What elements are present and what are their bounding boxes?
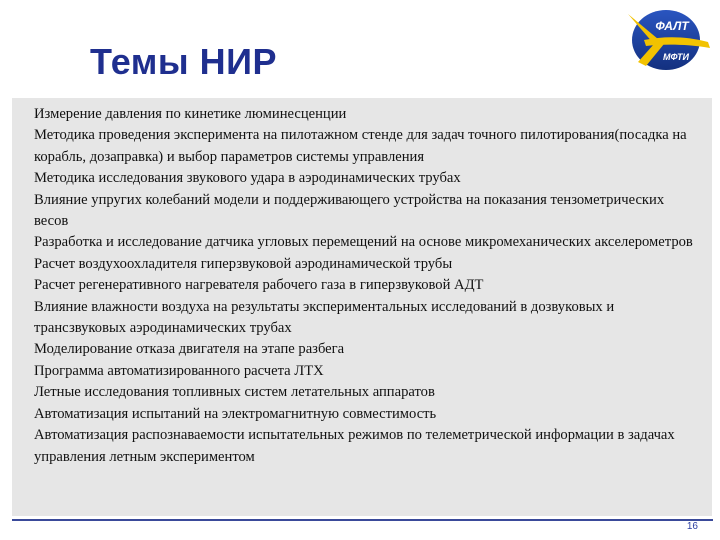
topic-item: Разработка и исследование датчика угловых перемещений на основе микромеханических акселерометров <box>34 234 693 251</box>
falt-mipt-logo <box>624 6 714 74</box>
falt-mipt-logo-graphic <box>624 6 714 74</box>
topic-item: Моделирование отказа двигателя на этапе разбега <box>34 341 345 358</box>
topics-panel <box>12 98 712 516</box>
topic-item: Методика проведения эксперимента на пилотажном стенде для задач точного пилотирования(посадка на корабль, дозаправка) и выбор параметров системы управления <box>34 127 687 165</box>
topic-item: Автоматизация испытаний на электромагнитную совместимость <box>34 405 437 422</box>
topic-item: Методика исследования звукового удара в аэродинамических трубах <box>34 170 461 187</box>
page-number: 16 <box>686 521 698 532</box>
topic-item: Измерение давления по кинетике люминесценции <box>34 106 347 122</box>
topic-item: Расчет воздухоохладителя гиперзвуковой аэродинамической трубы <box>34 255 453 272</box>
topic-item: Влияние упругих колебаний модели и поддерживающего устройства на показания тензометрических весов <box>34 191 665 230</box>
topic-item: Расчет регенеративного нагревателя рабочего газа в гиперзвуковой АДТ <box>34 277 484 294</box>
footer-divider <box>12 519 713 521</box>
slide-title: Темы НИР <box>90 41 278 82</box>
topic-item: Летные исследования топливных систем летательных аппаратов <box>34 384 435 401</box>
logo-top-text: ФАЛТ <box>655 19 689 33</box>
topic-item: Автоматизация распознаваемости испытательных режимов по телеметрической информации в задачах управления летным экспериментом <box>34 427 675 465</box>
topic-item: Влияние влажности воздуха на результаты экспериментальных исследований в дозвуковых и трансзвуковых аэродинамических трубах <box>34 298 615 337</box>
logo-bottom-text: МФТИ <box>663 52 689 62</box>
topic-item: Программа автоматизированного расчета ЛТХ <box>34 362 324 379</box>
topics-list <box>12 98 694 468</box>
